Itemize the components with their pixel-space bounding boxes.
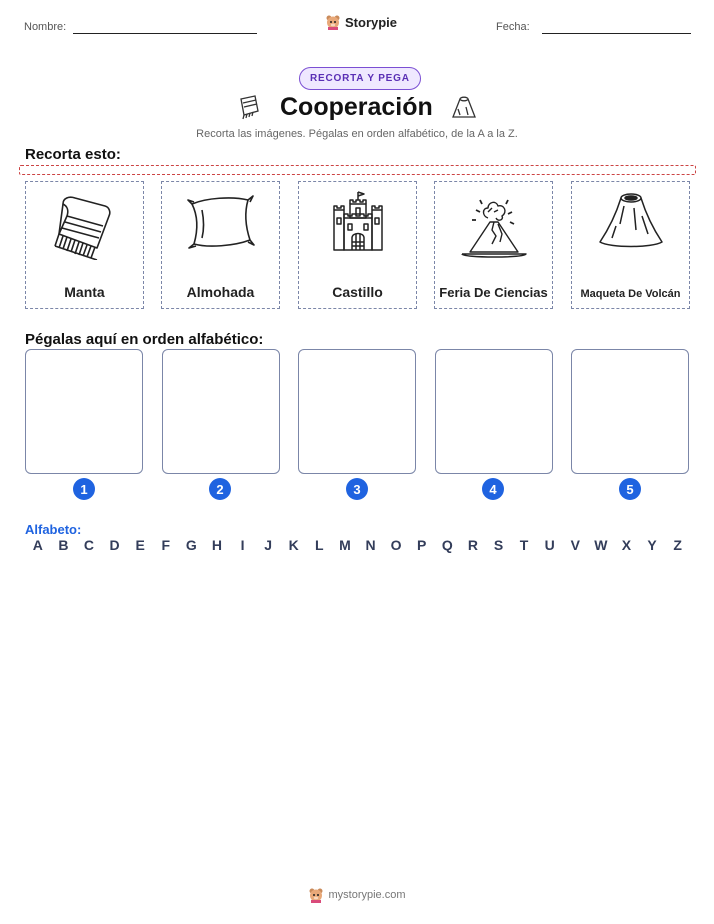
bear-icon (308, 887, 324, 903)
number-badge-4: 4 (482, 478, 504, 500)
logo-text: Storypie (345, 14, 398, 30)
letter: T (519, 537, 529, 553)
paste-box-3[interactable] (298, 349, 416, 474)
letter: E (135, 537, 145, 553)
footer (0, 887, 714, 903)
letter: K (288, 537, 299, 553)
paste-box-1[interactable] (25, 349, 143, 474)
activity-badge: RECORTA Y PEGA (299, 67, 421, 90)
number-badge-3: 3 (346, 478, 368, 500)
paste-box-5[interactable] (571, 349, 689, 474)
cut-card-feria-de-ciencias[interactable] (434, 181, 553, 309)
name-field[interactable] (73, 33, 257, 34)
letter: Y (647, 537, 657, 553)
letter: F (161, 537, 171, 553)
letter: M (339, 537, 351, 553)
castle-icon (299, 190, 416, 265)
subtitle: Recorta las imágenes. Pégalas en orden alfabético, de la A a la Z. (196, 128, 518, 140)
letter: S (493, 537, 504, 553)
cut-card-castillo[interactable] (298, 181, 417, 309)
letter: J (264, 537, 273, 553)
letter: N (365, 537, 376, 553)
letter: H (211, 537, 223, 553)
blanket-icon (26, 190, 143, 265)
name-label: Nombre: (24, 21, 67, 33)
date-label: Fecha: (496, 21, 530, 33)
letter: V (570, 537, 580, 553)
card-label: Almohada (186, 284, 255, 300)
letter: C (83, 537, 95, 553)
volcano-model-icon (572, 190, 689, 265)
letter: Z (673, 537, 682, 553)
letter: W (594, 537, 608, 553)
cut-card-almohada[interactable] (161, 181, 280, 309)
number-badge-2: 2 (209, 478, 231, 500)
letter: O (390, 537, 402, 553)
card-label: Feria De Ciencias (439, 285, 548, 300)
erupting-volcano-icon (435, 190, 552, 265)
card-label: Maqueta De Volcán (580, 288, 681, 300)
volcano-icon (450, 93, 478, 126)
pillow-icon (162, 190, 279, 265)
page-title: Cooperación (280, 93, 433, 121)
storypie-logo (325, 14, 397, 30)
card-label: Manta (64, 284, 105, 300)
letter: R (467, 537, 478, 553)
cut-line (19, 165, 696, 175)
date-field[interactable] (542, 33, 691, 34)
paste-box-2[interactable] (162, 349, 280, 474)
letter: U (544, 537, 555, 553)
letter: Q (441, 537, 453, 553)
alphabet-letters (25, 537, 690, 553)
letter: X (621, 537, 632, 553)
letter: B (58, 537, 69, 553)
letter: I (240, 537, 245, 553)
paste-box-4[interactable] (435, 349, 553, 474)
letter: P (417, 537, 427, 553)
cut-card-maqueta-de-volcan[interactable] (571, 181, 690, 309)
letter: G (185, 537, 197, 553)
number-badge-1: 1 (73, 478, 95, 500)
letter: D (109, 537, 120, 553)
letter: A (32, 537, 43, 553)
bear-icon (325, 14, 341, 30)
alphabet-label: Alfabeto: (25, 522, 82, 537)
blanket-icon (235, 93, 263, 126)
footer-url[interactable]: mystorypie.com (328, 889, 406, 901)
cut-card-manta[interactable] (25, 181, 144, 309)
paste-section-heading: Pégalas aquí en orden alfabético: (25, 331, 264, 348)
card-label: Castillo (332, 284, 383, 300)
cut-section-heading: Recorta esto: (25, 146, 121, 163)
number-badge-5: 5 (619, 478, 641, 500)
letter: L (315, 537, 324, 553)
